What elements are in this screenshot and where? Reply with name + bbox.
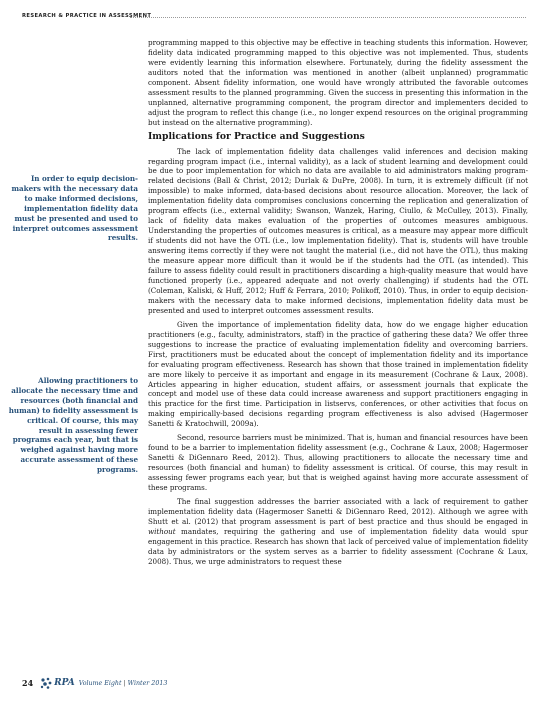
- volume-label: Volume Eight: [78, 679, 122, 687]
- running-title: RESEARCH & PRACTICE IN ASSESSMENT: [22, 13, 152, 19]
- rpa-logo-icon: [39, 676, 75, 690]
- emphasis-without: without: [148, 526, 176, 536]
- footer-separator: |: [123, 679, 126, 687]
- paragraph-5: [148, 497, 528, 567]
- paragraph-2: The lack of implementation fidelity data challenges valid inferences and decision making regarding program impact (i.e., internal validity), as a lack of student learning and development could be due to poor implementation for which no data are available to aid administrators making program-related decisions (Ball & Christ, 2012; Durlak & DuPre, 2008). In turn, it is extremely difficult (if not impossible) to make informed, data-based decisions about resource allocation. Moreover, the lack of implementation fidelity data compromises conclusions concerning the replication and generalization of program effects (i.e., external validity; Swanson, Wanzek, Haring, Ciullo, & McCulley, 2013). Finally, lack of fidelity data makes evaluation of the properties of outcomes measures ambiguous. Understanding the properties of outcomes measures is critical, as a measure may appear more difficult if students did not have the OTL (i.e., low implementation fidelity). That is, students will have trouble answering items correctly if they were not taught the material (i.e., did not have the OTL), thus making the measure appear more difficult than it would be if the students had the OTL (as intended). This failure to assess fidelity could result in practitioners discarding a high-quality measure that would have functioned properly (i.e., appeared adequate and not overly challenging) if students had the OTL (Coleman, Kaliski, & Huff, 2012; Huff & Ferrara, 2010; Polikoff, 2010). Thus, in order to equip decision-makers with the necessary data to make informed decisions, implementation fidelity data must be presented and used to interpret outcomes assessment results.: [148, 146, 528, 315]
- paragraph-3: Given the importance of implementation fidelity data, how do we engage higher education practitioners (e.g., faculty, administrators, staff) in the practice of gathering these data? We offer three suggestions to increase the practice of evaluating implementation fidelity and overcoming barriers. First, practitioners must be educated about the concept of implementation fidelity and its importance for evaluating program effectiveness. Research has shown that those trained in implementation fidelity are more likely to perceive it as important and engage in its measurement (Cochrane & Laux, 2008). Articles appearing in higher education, student affairs, or assessment journals that explicate the concept and model use of these data could increase awareness and support practitioners engaging in this practice for the first time. Participation in listservs, conferences, or other activities that focus on making empirically-based decisions regarding program effectiveness is also advised (Hagermoser Sanetti & Kratochwill, 2009a).: [148, 319, 528, 429]
- paragraph-1: programming mapped to this objective may be effective in teaching students this information. However, fidelity data indicated programming mapped to this objective was not implemented. Thus, students were evidently learning this information elsewhere. Fortunately, during the fidelity assessment the auditors noted that the information was mentioned in another (albeit unplanned) programmatic component. Absent fidelity information, one would have wrongly attributed the favorable outcomes assessment results to the planned programming. Given the success in presenting this information in the unplanned, alternative programming component, the program director and implementers decided to adjust the program to reflect this change (i.e., no longer expend resources on the original programming but instead on the alternative programming).: [148, 38, 528, 127]
- pull-quote-2: Allowing practitioners to allocate the necessary time and resources (both financial and human) to fidelity assessment is critical. Of course, this may result in assessing fewer programs each year, but that is weighed against having more accurate assessment of these programs.: [8, 376, 138, 475]
- header-dotted-rule: [130, 17, 526, 18]
- pull-quote-1: In order to equip decision-makers with the necessary data to make informed decisions, implementation fidelity data must be presented and used to interpret outcomes assessment results.: [11, 174, 138, 243]
- section-heading: Implications for Practice and Suggestions: [148, 130, 365, 142]
- paragraph-5-end: mandates, requiring the gathering and use of implementation fidelity data would spur engagement in this practice. Research has shown that lack of perceived value of implementation fidelity data by administrators or the system serves as a barrier to fidelity assessment (Cochrane & Laux, 2008). Thus, we urge administrators to request these: [148, 526, 528, 566]
- article-body: [148, 38, 528, 567]
- issue-label: Winter 2013: [127, 679, 168, 687]
- paragraph-4: Second, resource barriers must be minimized. That is, human and financial resources have been found to be a barrier to implementation fidelity assessment (e.g., Cochrane & Laux, 2008; Hagermoser Sanetti & DiGennaro Reed, 2012). Thus, allowing practitioners to allocate the necessary time and resources (both financial and human) to fidelity assessment is critical. Of course, this may result in assessing fewer programs each year, but that is weighed against having more accurate assessment of these programs.: [148, 433, 528, 493]
- logo-text: RPA: [54, 678, 75, 688]
- paragraph-5-start: The final suggestion addresses the barrier associated with a lack of requirement to gather implementation fidelity data (Hagermoser Sanetti & DiGennaro Reed, 2012). Although we agree with Shutt et al. (2012) that program assessment is part of best practice and thus should be engaged in: [148, 496, 528, 526]
- page-footer: [22, 674, 167, 692]
- page-number: 24: [22, 678, 34, 688]
